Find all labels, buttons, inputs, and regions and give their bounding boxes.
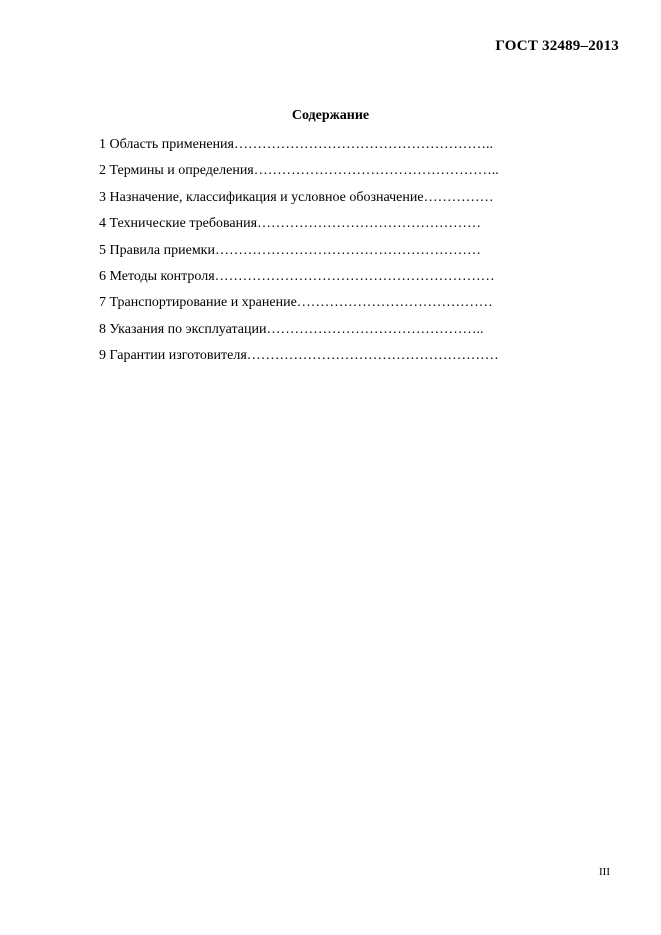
toc-item-scope: 1 Область применения……………………………………………….. <box>99 137 493 152</box>
document-code: ГОСТ 32489–2013 <box>495 38 619 54</box>
toc-item-transport: 7 Транспортирование и хранение…………………………………… <box>99 295 493 311</box>
toc-item-classification: 3 Назначение, классификация и условное обозначение…………… <box>99 189 494 205</box>
page-number: III <box>599 866 610 878</box>
toc-item-acceptance: 5 Правила приемки………………………………………………… <box>99 242 481 258</box>
toc-item-terms: 2 Термины и определения…………………………………………….. <box>99 163 499 179</box>
toc-item-operation: 8 Указания по эксплуатации……………………………………….. <box>99 321 484 337</box>
toc-item-warranty: 9 Гарантии изготовителя……………………………………………… <box>99 348 499 364</box>
toc-title: Содержание <box>291 108 370 123</box>
table-of-contents <box>99 136 499 374</box>
toc-item-test-methods: 6 Методы контроля…………………………………………………… <box>99 268 495 284</box>
toc-item-requirements: 4 Технические требования………………………………………… <box>99 216 482 232</box>
